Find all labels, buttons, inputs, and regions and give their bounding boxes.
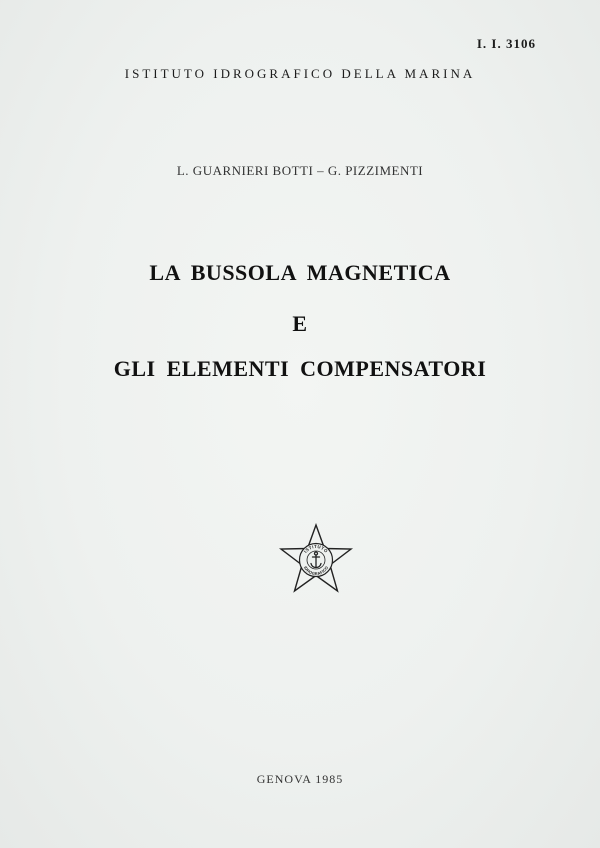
svg-text:IDROGRAFICO [303,565,329,576]
emblem-text-top: ISTITUTO [302,543,329,554]
title-line-3: GLI ELEMENTI COMPENSATORI [113,356,487,381]
title-line-1: LA BUSSOLA MAGNETICA [149,260,451,285]
star-anchor-emblem-icon [278,523,354,595]
publisher-name: ISTITUTO IDROGRAFICO DELLA MARINA [124,66,476,81]
title-line-2: E [292,311,308,336]
authors: L. GUARNIERI BOTTI – G. PIZZIMENTI [176,163,424,178]
emblem-text-bottom: IDROGRAFICO [302,565,330,577]
place-and-year: GENOVA 1985 [256,772,344,786]
catalog-number: I. I. 3106 [476,36,536,51]
svg-text:ISTITUTO [303,544,329,554]
